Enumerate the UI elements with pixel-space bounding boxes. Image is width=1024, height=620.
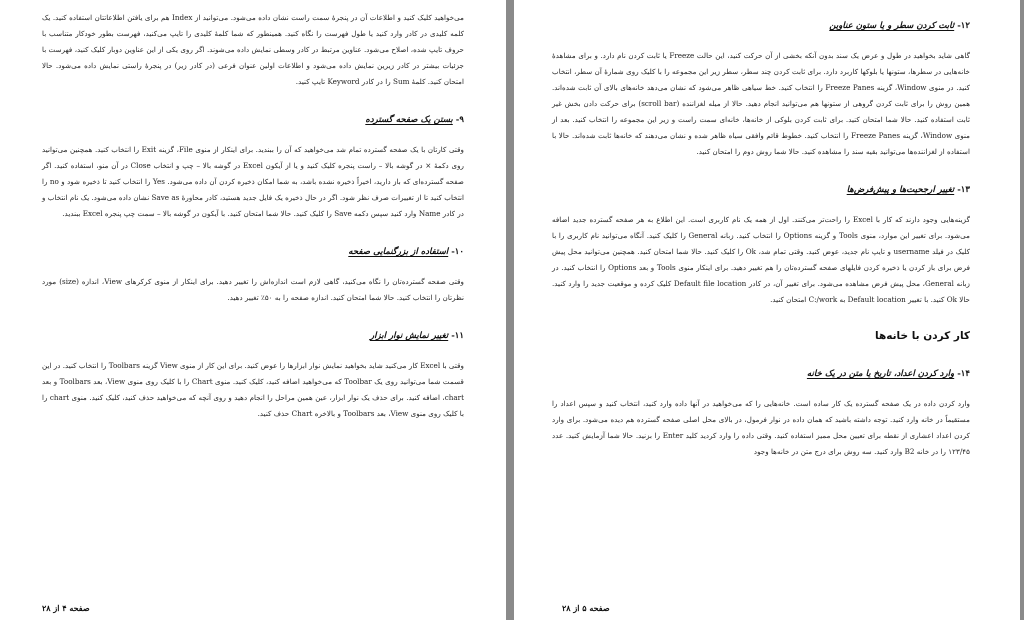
document-page-left [0, 0, 506, 620]
heading-number: ۱۴- [957, 369, 970, 379]
heading-text: وارد کردن اعداد، تاریخ یا متن در یک خانه [806, 369, 955, 379]
page-number: صفحه ۴ از ۲۸ [42, 603, 90, 613]
section-heading [552, 182, 970, 198]
heading-text: تغییر نمایش نوار ابزار [369, 331, 449, 341]
body-paragraph: وقتی صفحه گسترده‌تان را نگاه می‌کنید، گاهی لازم است اندازه‌اش را تغییر دهید. برای اینکار از منوی کرکرهای View، اندازه (size) مورد نظرتان را انتخاب کنید. حالا شما امتحان کنید. اندازه صفحه را به ۵۰٪ تغییر دهید. [42, 277, 464, 302]
heading-text: ثابت کردن سطر و یا ستون عناوین [829, 21, 955, 31]
body-paragraph: گزینه‌هایی وجود دارند که کار با Excel را راحت‌تر می‌کنند. اول از همه یک نام کاربری است. این اطلاع به هر صفحه گسترده جدید اضافه می‌شود. برای تغییر این موارد، منوی Tools و گزینه Options را انتخاب کنید. زبانه General را کلیک کنید. آنگاه می‌توانید نام کاربری را با کلیک در فیلد username و تایپ نام جدید، عوض کنید. وقتی تمام شد، Ok را کلیک کنید. حالا شما امتحان کنید. همچنین می‌توانید محل پیش فرض برای باز کردن یا ذخیره کردن فایلهای صفحه گسترده‌تان را هم تغییر دهید. برای اینکار منوی Tools و بعد Options را انتخاب کنید. در زبانه General، محل پیش فرض مشاهده می‌شود. برای تغییر آن، در کادر Default file location کلیک کرده و موقعیت جدید را وارد کنید. حالا Ok کنید. با تغییر Default location به C:/work امتحان کنید. [552, 215, 970, 304]
heading-number: ۹- [455, 115, 464, 125]
page-body [552, 12, 970, 464]
page-gutter [506, 0, 514, 620]
heading-number: ۱۲- [957, 21, 970, 31]
body-paragraph: می‌خواهید کلیک کنید و اطلاعات آن در پنجرهٔ سمت راست نشان داده می‌شود. می‌توانید از Index هم برای یافتن اطلاعاتتان استفاده کنید. یک کلمه کلیدی در کادر وارد کنید یا طول فهرست را نگاه کنید. همینطور که شما کلمهٔ کلیدی را تایپ می‌کنید، فهرست بطور خودکار متناسب با حروف تایپ شده، اصلاح می‌شود. عناوین مرتبط در کادر وسطی نمایش داده می‌شوند. اگر روی یکی از این عناوین دوبار کلیک کنید، فهرست با جزئیات بیشتر در کادر زیرین نمایش داده می‌شود و اطلاعات اولین عنوان فرعی (در کادر زیر) در پنجرهٔ راستی نمایش داده می‌شود. حالا امتحان کنید. کلمهٔ Sum را در کادر Keyword تایپ کنید. [42, 13, 464, 86]
section-heading [42, 112, 464, 128]
chapter-title: کار کردن با خانه‌ها [875, 330, 970, 342]
heading-number: ۱۰- [451, 247, 464, 257]
section-heading [42, 328, 464, 344]
body-paragraph: گاهی شاید بخواهید در طول و عرض یک سند بدون آنکه بخشی از آن حرکت کنید، این حالت Freeze یا ثابت کردن نام دارد. و برای مشاهدهٔ خانه‌هایی در سطرها، ستونها یا بلوکها کاربرد دارد. برای ثابت کردن چند سطر، سطر زیر این مجموعه را با کلیک روی شمارهٔ آن سطر، انتخاب کنید. در منوی Window، گزینه Freeze Panes را انتخاب کنید. خط سیاهی ظاهر می‌شود که نشان می‌دهد خانه‌های بالای آن ثابت شده‌اند. همین روش را برای ثابت کردن گروهی از ستونها هم می‌توانید انجام دهید. حالا از میله لغزاننده (scroll bar) برای حرکت دادن بخش غیر ثابت استفاده کنید. حالا شما امتحان کنید. برای ثابت کردن بلوکی از خانه‌ها، خانه‌ای سمت راست و زیر این مجموعه را انتخاب کنید. بعد از منوی Window، گزینه Freeze Panes را انتخاب کنید. خطوط قائم وافقی سیاه ظاهر شده و نشان می‌دهند که خانه‌ها ثابت شده‌اند. حالا با استفاده از لغزاننده‌ها می‌توانید بقیه سند را مشاهده کنید. حالا شما روش دوم را امتحان کنید. [552, 51, 971, 156]
heading-text: استفاده از بزرگنمایی صفحه [348, 247, 449, 257]
page-body [42, 10, 464, 426]
body-paragraph: وارد کردن داده در یک صفحه گسترده یک کار ساده است. خانه‌هایی را که می‌خواهید در آنها داده وارد کنید، انتخاب کنید و سپس اعداد را مستقیماً در خانه وارد کنید. توجه داشته باشید که همان داده در نوار فرمول، در بالای محل اصلی صفحه گسترده هم دیده می‌شود. برای وارد کردن اعداد اعشاری از نقطه برای تعیین محل ممیز استفاده کنید. وقتی داده را وارد کردید کلید Enter را بزنید. حالا شما آزمایش کنید. عدد ۱۲۳/۴۵ را در خانه B2 وارد کنید. سه روش برای درج متن در خانه‌ها وجود [552, 399, 970, 456]
section-heading [552, 18, 970, 34]
heading-text: بستن یک صفحه گسترده [365, 115, 453, 125]
document-page-right [514, 0, 1020, 620]
heading-text: تغییر ارجحیت‌ها و پیش‌فرض‌ها [846, 185, 955, 195]
section-heading [552, 366, 970, 382]
body-paragraph: وقتی با Excel کار می‌کنید شاید بخواهید نمایش نوار ابزارها را عوض کنید. برای این کار از منوی View گزینه Toolbars را انتخاب کنید. در این قسمت شما می‌توانید روی یک Toolbar که می‌خواهید اضافه کنید، کلیک کنید. منوی Chart را با کلیک روی منوی View، بعد Toolbars و بعد chart، اضافه کنید. برای حذف یک نوار ابزار، عین همین مراحل را انجام دهید و روی آنچه که می‌خواهید حذف کنید، کلیک کنید. منوی chart را با کلیک روی منوی View، بعد Toolbars و بالاخره Chart حذف کنید. [42, 361, 464, 418]
heading-number: ۱۳- [957, 185, 970, 195]
body-paragraph: وقتی کارتان با یک صفحه گسترده تمام شد می‌خواهید که آن را ببندید. برای اینکار از منوی File، گزینه Exit را انتخاب کنید. همچنین می‌توانید روی دکمهٔ × در گوشه بالا – راست پنجره کلیک کنید و یا از آیکون Excel در گوشه بالا – چپ و انتخاب Close در آن منو، استفاده کنید. اگر صفحه گسترده‌ای که باز دارید، اخیراً ذخیره نشده باشد، به شما امکان ذخیره کردن آن داده می‌شود. Yes را انتخاب کنید تا ذخیره شود و no را انتخاب کنید تا از تغییرات صرف نظر شود. اگر در حال ذخیره یک فایل جدید هستید، کادر محاورهٔ Save as نشان داده می‌شود. یک نام انتخاب و در کادر Name وارد کنید سپس دکمه Save را کلیک کنید. حالا شما امتحان کنید. با آیکون در گوشه بالا – سمت چپ پنجره Excel ببندید. [42, 145, 465, 218]
heading-number: ۱۱- [451, 331, 464, 341]
section-heading [42, 244, 464, 260]
page-number: صفحه ۵ از ۲۸ [562, 603, 610, 613]
